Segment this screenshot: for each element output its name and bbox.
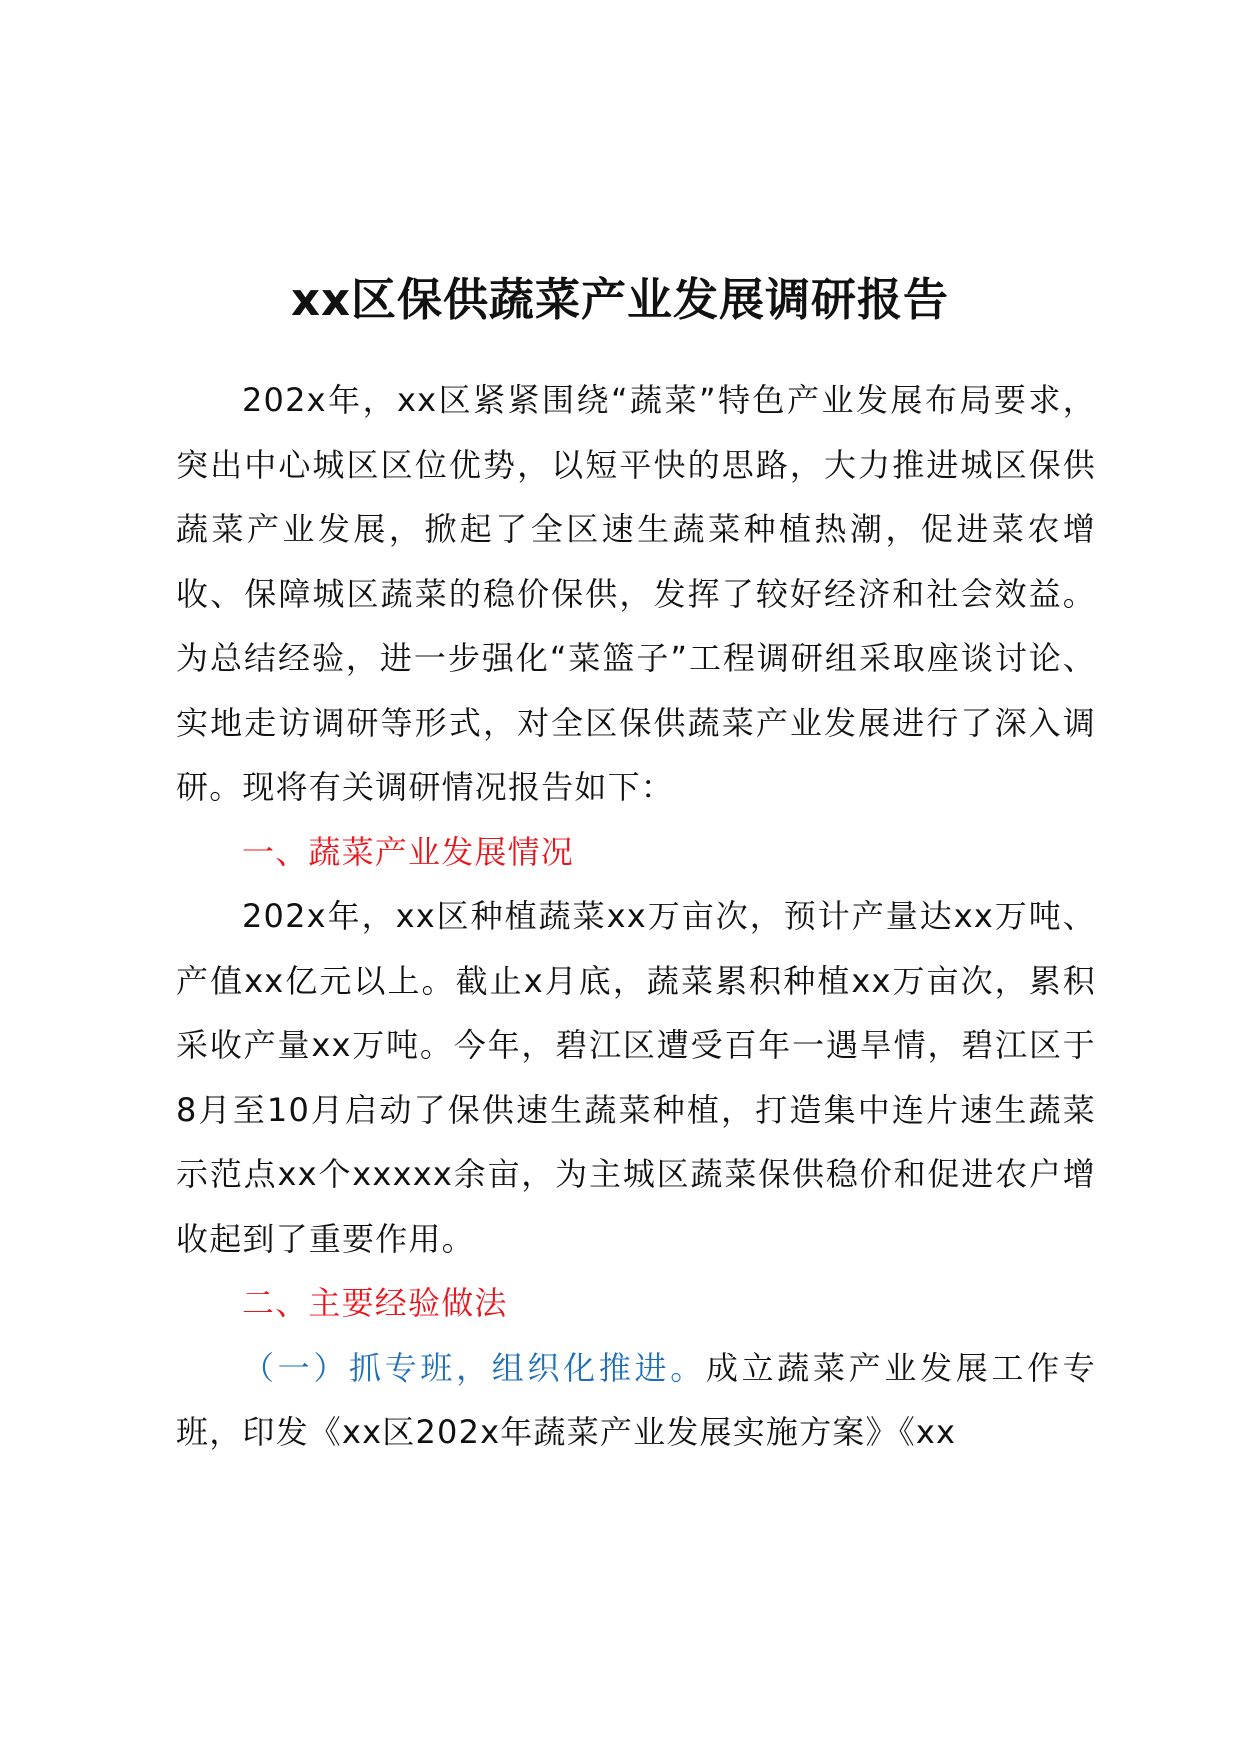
section-1-heading: 一、蔬菜产业发展情况 [242, 832, 575, 871]
section-2-item-1-paragraph [176, 1336, 1096, 1465]
section-1-paragraph: 202x年，xx区种植蔬菜xx万亩次，预计产量达xx万吨、产值xx亿元以上。截止x月底，蔬菜累积种植xx万亩次，累积采收产量xx万吨。今年，碧江区遭受百年一遇旱情，碧江区于8月至10月启动了保供速生蔬菜种植，打造集中连片速生蔬菜示范点xx个xxxxx余亩，为主城区蔬菜保供稳价和促进农户增收起到了重要作用。 [176, 897, 1096, 1258]
section-2-heading: 二、主要经验做法 [242, 1284, 508, 1322]
document-body [176, 368, 1096, 1465]
intro-paragraph: 202x年，xx区紧紧围绕“蔬菜”特色产业发展布局要求，突出中心城区区位优势，以短平快的思路，大力推进城区保供蔬菜产业发展，掀起了全区速生蔬菜种植热潮，促进菜农增收、保障城区蔬菜的稳价保供，发挥了较好经济和社会效益。为总结经验，进一步强化“菜篮子”工程调研组采取座谈讨论、实地走访调研等形式，对全区保供蔬菜产业发展进行了深入调研。现将有关调研情况报告如下： [176, 381, 1096, 806]
section-2-item-1-lead: （一）抓专班，组织化推进。 [242, 1348, 706, 1387]
document-title: xx区保供蔬菜产业发展调研报告 [290, 273, 950, 326]
section-2-item-1-text: 成立蔬菜产业发展工作专班，印发《xx区202x年蔬菜产业发展实施方案》《xx [176, 1348, 1097, 1451]
